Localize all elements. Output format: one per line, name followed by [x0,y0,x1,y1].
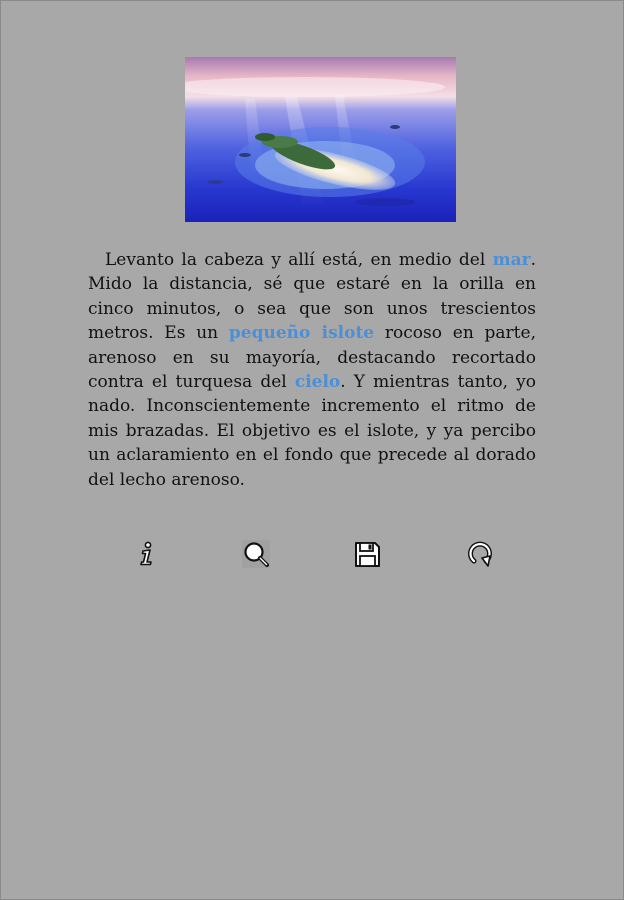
story-text-3: rocoso en parte, arenoso en su mayoría, destacando recortado contra el turquesa del [88,323,536,393]
story-text-1: Levanto la cabeza y allí está, en medio del [105,250,493,270]
info-button[interactable] [128,536,164,572]
scene-illustration [185,57,456,222]
story-paragraph [88,248,536,492]
info-icon [131,539,161,569]
story-text-2: . Mido la distancia, sé que estaré en la orilla en cinco minutos, o sea que son unos trescientos metros. Es un [88,250,536,344]
keyword-cielo[interactable]: cielo [294,372,341,393]
restart-button[interactable] [461,536,497,572]
story-text-4: . Y mientras tanto, yo nado. Inconscientemente incremento el ritmo de mis brazadas. El objetivo es el islote, y ya percibo un aclaramiento en el fondo que precede al dorado del lecho arenoso. [88,372,536,490]
restart-icon [464,539,494,569]
save-icon [352,539,382,569]
magnifier-icon [240,538,272,570]
save-button[interactable] [349,536,385,572]
keyword-pequeno-islote[interactable]: pequeño islote [228,323,375,344]
examine-button[interactable] [238,536,274,572]
keyword-mar[interactable]: mar [492,250,531,270]
action-toolbar [0,536,624,572]
